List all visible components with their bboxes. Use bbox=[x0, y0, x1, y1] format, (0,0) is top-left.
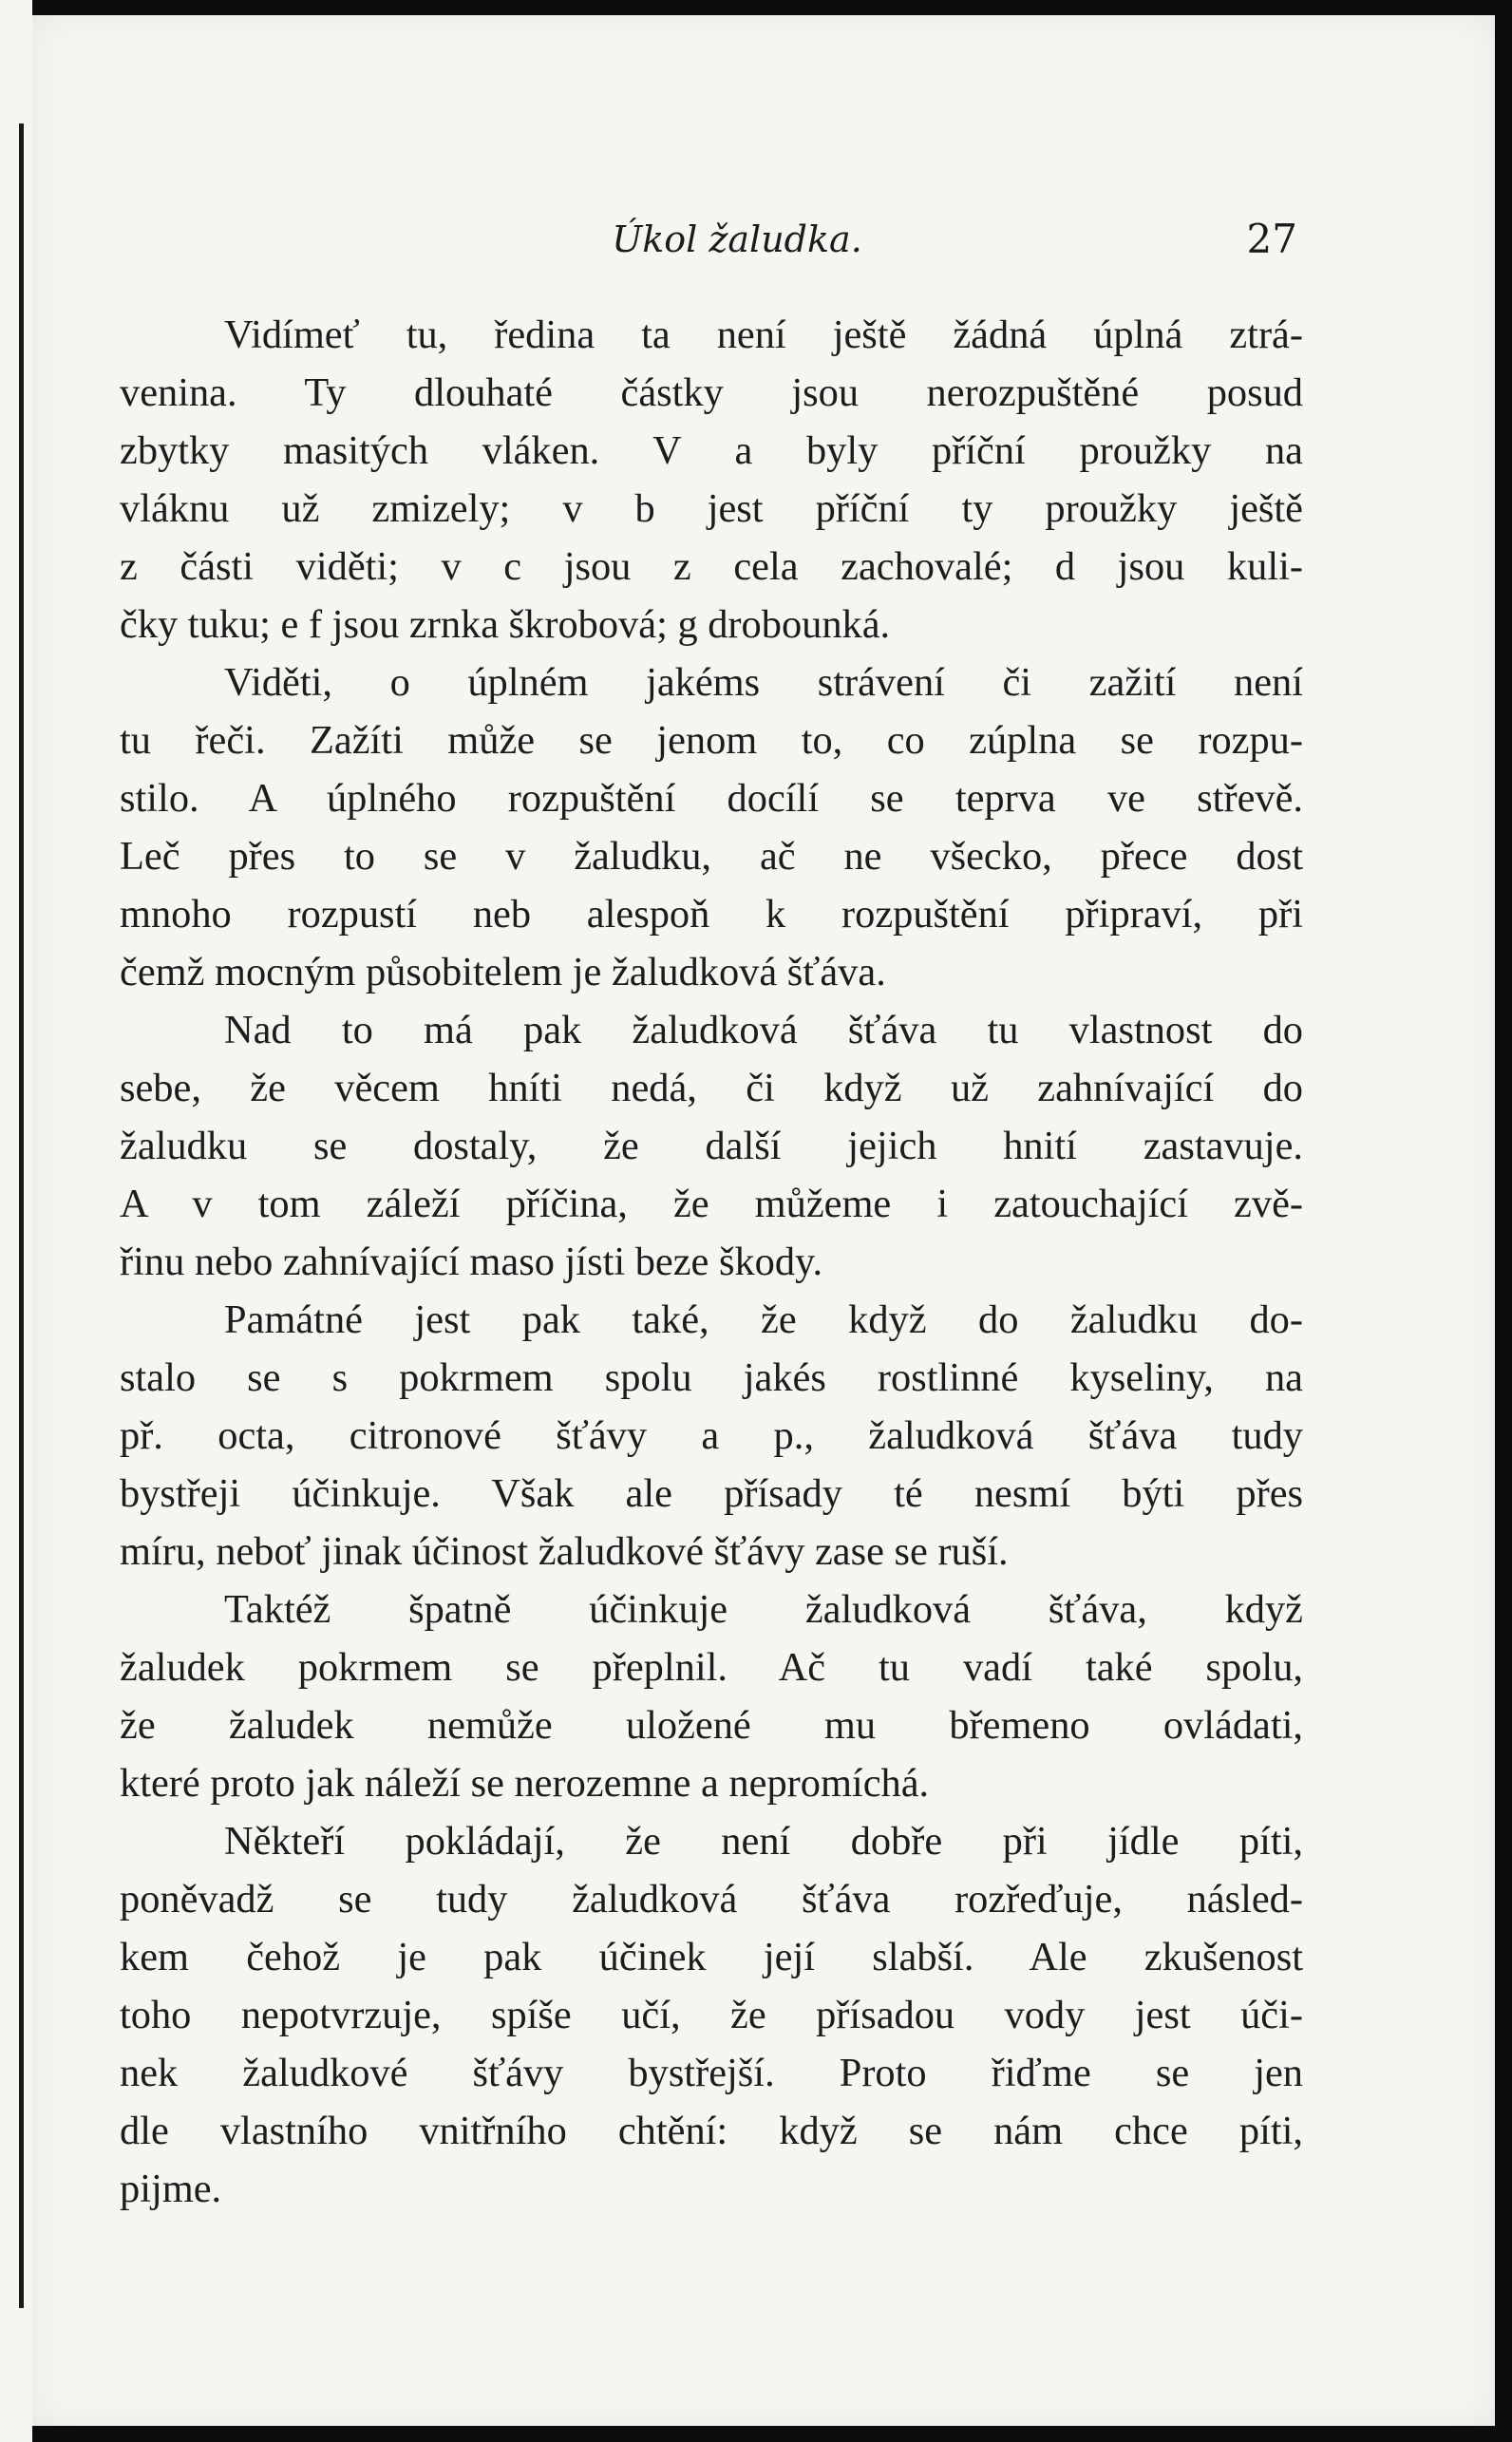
text-line: stalo se s pokrmem spolu jakés rostlinné kyseliny, na bbox=[120, 1355, 1303, 1400]
text-line: toho nepotvrzuje, spíše učí, že přísadou vody jest úči- bbox=[120, 1993, 1303, 2037]
text-line: žaludku se dostaly, že další jejich hnití zastavuje. bbox=[120, 1124, 1303, 1168]
text-line: př. octa, citronové šťávy a p., žaludková šťáva tudy bbox=[120, 1413, 1303, 1458]
text-line: Vidímeť tu, ředina ta není ještě žádná úplná ztrá- bbox=[224, 312, 1303, 357]
text-line: pijme. bbox=[120, 2167, 222, 2211]
page-header bbox=[120, 211, 1297, 268]
text-line: bystřeji účinkuje. Však ale přísady té nesmí býti přes bbox=[120, 1471, 1303, 1516]
text-line: řinu nebo zahnívající maso jísti beze škody. bbox=[120, 1240, 823, 1284]
body-text bbox=[120, 306, 1303, 2218]
text-line: tu řeči. Zažíti může se jenom to, co zúplna se rozpu- bbox=[120, 718, 1303, 763]
text-line: stilo. A úplného rozpuštění docílí se teprva ve střevě. bbox=[120, 776, 1303, 821]
text-line: z části viděti; v c jsou z cela zachovalé; d jsou kuli- bbox=[120, 544, 1303, 589]
text-line: kem čehož je pak účinek její slabší. Ale zkušenost bbox=[120, 1935, 1303, 1979]
paragraph bbox=[120, 306, 1303, 653]
text-line: vláknu už zmizely; v b jest příční ty proužky ještě bbox=[120, 486, 1303, 531]
text-line: venina. Ty dlouhaté částky jsou nerozpuštěné posud bbox=[120, 370, 1303, 415]
text-line: čemž mocným působitelem je žaludková šťáva. bbox=[120, 950, 886, 994]
text-line: Viděti, o úplném jakéms strávení či zažití není bbox=[224, 660, 1303, 705]
text-line: žaludek pokrmem se přeplnil. Ač tu vadí také spolu, bbox=[120, 1645, 1303, 1690]
text-line: Někteří pokládají, že není dobře při jídle píti, bbox=[224, 1819, 1303, 1864]
text-line: čky tuku; e f jsou zrnka škrobová; g drobounká. bbox=[120, 602, 891, 647]
text-line: Nad to má pak žaludková šťáva tu vlastnost do bbox=[224, 1008, 1303, 1052]
paragraph bbox=[120, 1812, 1303, 2218]
paragraph bbox=[120, 653, 1303, 1001]
paragraph bbox=[120, 1581, 1303, 1812]
text-line: Památné jest pak také, že když do žaludku do- bbox=[224, 1297, 1303, 1342]
text-line: Leč přes to se v žaludku, ač ne všecko, přece dost bbox=[120, 834, 1303, 879]
text-line: mnoho rozpustí neb alespoň k rozpuštění připraví, při bbox=[120, 892, 1303, 937]
text-line: A v tom záleží příčina, že můžeme i zatouchající zvě- bbox=[120, 1182, 1303, 1226]
paragraph bbox=[120, 1001, 1303, 1291]
text-line: sebe, že věcem hníti nedá, či když už zahnívající do bbox=[120, 1066, 1303, 1110]
book-binding-edge bbox=[0, 0, 32, 2442]
text-line: poněvadž se tudy žaludková šťáva rozřeďuje, násled- bbox=[120, 1877, 1303, 1921]
text-line: že žaludek nemůže uložené mu břemeno ovládati, bbox=[120, 1703, 1303, 1748]
text-line: které proto jak náleží se nerozemne a nepromíchá. bbox=[120, 1761, 930, 1806]
text-line: zbytky masitých vláken. V a byly příční proužky na bbox=[120, 428, 1303, 473]
text-line: Taktéž špatně účinkuje žaludková šťáva, když bbox=[224, 1587, 1303, 1632]
text-line: nek žaludkové šťávy bystřejší. Proto řiďme se jen bbox=[120, 2051, 1303, 2095]
paragraph bbox=[120, 1291, 1303, 1581]
running-title: Úkol žaludka. bbox=[612, 218, 862, 260]
page-number: 27 bbox=[1246, 216, 1297, 262]
text-line: míru, neboť jinak účinost žaludkové šťávy zase se ruší. bbox=[120, 1529, 1009, 1574]
text-line: dle vlastního vnitřního chtění: když se nám chce píti, bbox=[120, 2109, 1303, 2153]
binding-rule bbox=[19, 123, 24, 2308]
